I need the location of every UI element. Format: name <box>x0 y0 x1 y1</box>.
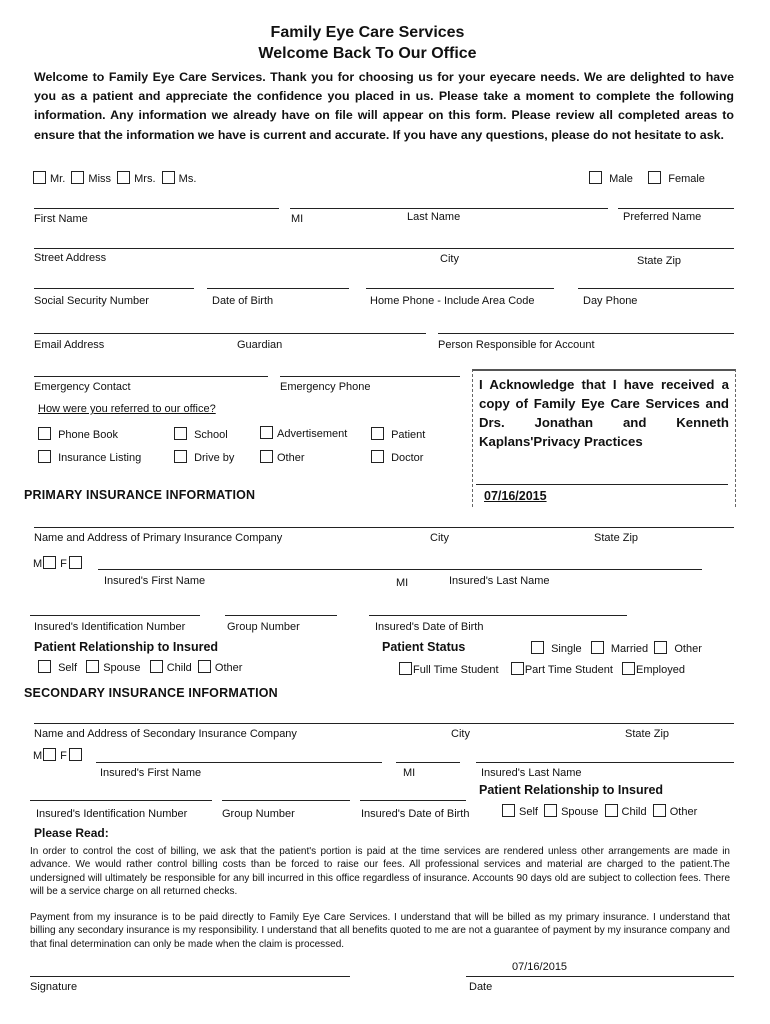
secondary-insured-last-label: Insured's Last Name <box>481 767 582 779</box>
date-label: Date <box>469 981 493 993</box>
sex-options <box>589 171 705 185</box>
last-name-label: Last Name <box>407 211 461 223</box>
form-subtitle: Welcome Back To Our Office <box>258 45 477 62</box>
primary-city-label: City <box>430 532 449 544</box>
primary-insured-name-line[interactable] <box>98 569 702 570</box>
ssn-label: Social Security Number <box>34 295 149 307</box>
primary-status-heading: Patient Status <box>382 640 466 654</box>
secondary-spouse-checkbox[interactable] <box>544 804 557 817</box>
phone-book-checkbox[interactable] <box>38 427 51 440</box>
ssn-line[interactable] <box>34 288 194 289</box>
primary-insurance-heading: PRIMARY INSURANCE INFORMATION <box>24 488 256 502</box>
acknowledgement-signature-line[interactable] <box>476 484 728 485</box>
primary-spouse-checkbox[interactable] <box>86 660 99 673</box>
secondary-child-checkbox[interactable] <box>605 804 618 817</box>
primary-child-checkbox[interactable] <box>150 660 163 673</box>
secondary-insured-dob-line[interactable] <box>360 800 466 801</box>
signature-label: Signature <box>30 981 78 993</box>
last-name-line[interactable] <box>290 208 608 209</box>
acknowledgement-text: I Acknowledge that I have received a copy of Family Eye Care Services and Drs. Jonathan and Kenneth Kaplans'Privacy Practices <box>479 377 729 449</box>
referral-phone-book: Phone Book <box>38 427 118 441</box>
primary-group-label: Group Number <box>227 621 300 633</box>
responsible-line[interactable] <box>438 333 734 334</box>
secondary-insured-last-line[interactable] <box>476 762 734 763</box>
married-checkbox[interactable] <box>591 641 604 654</box>
home-phone-label: Home Phone - Include Area Code <box>370 295 535 307</box>
secondary-group-label: Group Number <box>222 808 295 820</box>
billing-policy-paragraph: In order to control the cost of billing, we ask that the patient's portion is paid at the time services are rendered unless other arrangements are made in advance. We would rather control billing costs than be forced to raise our fees. All professional services and material are charged to the patient.The undersigned will ultimately be responsible for any bill incurred in this office regardless of insurance. Accounts 90 days old are subject to collection fees. There will be a service charge on all returned checks. <box>30 846 730 898</box>
form-title: Family Eye Care Services <box>270 24 465 41</box>
primary-student-options: Full Time Student Part Time Student Employed <box>399 662 685 676</box>
mr-label: Mr. <box>50 173 66 185</box>
secondary-insured-first-line[interactable] <box>96 762 382 763</box>
primary-other-checkbox[interactable] <box>198 660 211 673</box>
day-phone-label: Day Phone <box>583 295 638 307</box>
primary-sex: M F <box>33 556 86 570</box>
miss-checkbox[interactable] <box>71 171 84 184</box>
secondary-mi-line[interactable] <box>396 762 460 763</box>
female-checkbox[interactable] <box>648 171 661 184</box>
male-checkbox[interactable] <box>589 171 602 184</box>
referral-doctor: Doctor <box>371 450 423 464</box>
secondary-m-checkbox[interactable] <box>43 748 56 761</box>
referral-advertisement: Advertisement <box>260 426 347 440</box>
ms-checkbox[interactable] <box>162 171 175 184</box>
primary-insured-last-label: Insured's Last Name <box>449 575 550 587</box>
primary-f-checkbox[interactable] <box>69 556 82 569</box>
home-phone-line[interactable] <box>366 288 554 289</box>
emergency-phone-line[interactable] <box>280 376 460 377</box>
emergency-contact-line[interactable] <box>34 376 268 377</box>
secondary-insured-first-label: Insured's First Name <box>100 767 202 779</box>
advertisement-checkbox[interactable] <box>260 426 273 439</box>
date-line[interactable] <box>466 976 734 977</box>
primary-relationship-heading: Patient Relationship to Insured <box>34 640 219 654</box>
secondary-company-label: Name and Address of Secondary Insurance Company <box>34 728 297 740</box>
preferred-name-label: Preferred Name <box>623 211 702 223</box>
secondary-city-label: City <box>451 728 470 740</box>
secondary-state-zip-label: State Zip <box>625 728 670 740</box>
day-phone-line[interactable] <box>578 288 734 289</box>
secondary-company-line[interactable] <box>34 723 734 724</box>
miss-label: Miss <box>88 173 112 185</box>
street-label: Street Address <box>34 252 107 264</box>
part-time-checkbox[interactable] <box>511 662 524 675</box>
primary-mi-label: MI <box>396 577 409 589</box>
mrs-label: Mrs. <box>134 173 156 185</box>
mrs-checkbox[interactable] <box>117 171 130 184</box>
referral-insurance-listing: Insurance Listing <box>38 450 141 464</box>
title-options <box>33 171 196 185</box>
primary-id-line[interactable] <box>30 615 200 616</box>
secondary-insurance-heading: SECONDARY INSURANCE INFORMATION <box>24 686 278 700</box>
secondary-id-line[interactable] <box>30 800 212 801</box>
guardian-label: Guardian <box>237 339 283 351</box>
first-name-line[interactable] <box>34 208 279 209</box>
primary-insured-dob-line[interactable] <box>369 615 627 616</box>
primary-company-label: Name and Address of Primary Insurance Company <box>34 532 283 544</box>
patient-checkbox[interactable] <box>371 427 384 440</box>
ms-label: Ms. <box>178 173 197 185</box>
other-checkbox[interactable] <box>260 450 273 463</box>
please-read-heading: Please Read: <box>34 826 109 840</box>
drive-by-checkbox[interactable] <box>174 450 187 463</box>
secondary-relationship-heading: Patient Relationship to Insured <box>479 783 664 797</box>
secondary-id-label: Insured's Identification Number <box>36 808 188 820</box>
preferred-name-line[interactable] <box>618 208 734 209</box>
primary-id-label: Insured's Identification Number <box>34 621 186 633</box>
intro-paragraph: Welcome to Family Eye Care Services. Thank you for choosing us for your eyecare needs. We are delighted to have you as a patient and appreciate the confidence you placed in us. Please take a moment to complete the following information. Any information we already have on file will appear on this form. Please review all completed areas to ensure that the information we have is current and accurate. If you have any questions, please do not hesitate to ask. <box>34 70 734 142</box>
secondary-group-line[interactable] <box>222 800 350 801</box>
acknowledgement-date: 07/16/2015 <box>484 489 547 503</box>
primary-state-zip-label: State Zip <box>594 532 639 544</box>
primary-company-line[interactable] <box>34 527 734 528</box>
single-checkbox[interactable] <box>531 641 544 654</box>
secondary-relationship-options: Self Spouse Child Other <box>502 804 697 818</box>
referral-question: How were you referred to our office? <box>38 403 216 415</box>
mr-checkbox[interactable] <box>33 171 46 184</box>
secondary-self-checkbox[interactable] <box>502 804 515 817</box>
secondary-f-checkbox[interactable] <box>69 748 82 761</box>
insurance-listing-checkbox[interactable] <box>38 450 51 463</box>
email-guardian-line[interactable] <box>34 333 426 334</box>
primary-marital-options: Single Married Other <box>531 641 702 655</box>
dob-label: Date of Birth <box>212 295 274 307</box>
address-line[interactable] <box>34 248 734 249</box>
signed-date-value: 07/16/2015 <box>512 961 568 973</box>
email-label: Email Address <box>34 339 105 351</box>
female-label: Female <box>668 173 705 185</box>
emergency-contact-label: Emergency Contact <box>34 381 131 393</box>
school-checkbox[interactable] <box>174 427 187 440</box>
primary-insured-dob-label: Insured's Date of Birth <box>375 621 484 633</box>
privacy-acknowledgement-box <box>472 369 736 507</box>
insurance-payment-paragraph: Payment from my insurance is to be paid directly to Family Eye Care Services. I understand that will be billed as my primary insurance. I understand that billing any secondary insurance is my responsibility. I understand that all benefits quoted to me are not a guarantee of payment by my insurance company and that final determination can only be made when the claim is processed. <box>30 912 730 950</box>
primary-insured-first-label: Insured's First Name <box>104 575 206 587</box>
signature-line[interactable] <box>30 976 350 977</box>
employed-checkbox[interactable] <box>622 662 635 675</box>
male-label: Male <box>609 173 633 185</box>
responsible-label: Person Responsible for Account <box>438 339 595 351</box>
doctor-checkbox[interactable] <box>371 450 384 463</box>
referral-school: School <box>174 427 228 441</box>
dob-line[interactable] <box>207 288 349 289</box>
emergency-phone-label: Emergency Phone <box>280 381 371 393</box>
mi-label: MI <box>291 213 304 225</box>
secondary-sex: M F <box>33 748 86 762</box>
secondary-other-checkbox[interactable] <box>653 804 666 817</box>
status-other-checkbox[interactable] <box>654 641 667 654</box>
referral-patient: Patient <box>371 427 425 441</box>
secondary-mi-label: MI <box>403 767 416 779</box>
referral-drive-by: Drive by <box>174 450 234 464</box>
secondary-insured-dob-label: Insured's Date of Birth <box>361 808 470 820</box>
state-zip-label: State Zip <box>637 255 682 267</box>
referral-other: Other <box>260 450 305 464</box>
primary-group-line[interactable] <box>225 615 337 616</box>
first-name-label: First Name <box>34 213 88 225</box>
full-time-checkbox[interactable] <box>399 662 412 675</box>
primary-m-checkbox[interactable] <box>43 556 56 569</box>
primary-relationship-options: Self Spouse Child Other <box>38 660 242 674</box>
city-label: City <box>440 253 459 265</box>
primary-self-checkbox[interactable] <box>38 660 51 673</box>
